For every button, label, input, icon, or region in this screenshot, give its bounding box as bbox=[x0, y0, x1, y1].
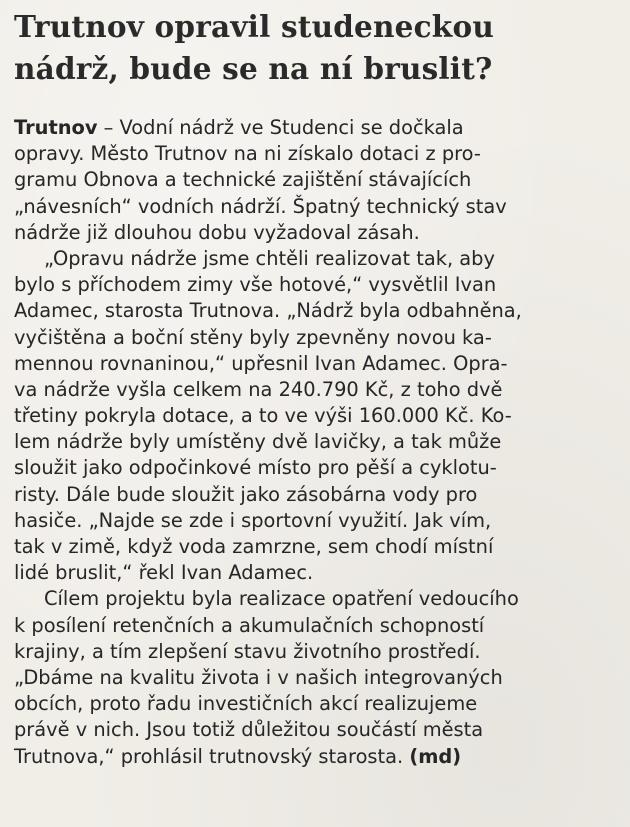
dateline: Trutnov bbox=[14, 116, 98, 139]
text-line: „Dbáme na kvalitu života i v našich integrovaných bbox=[14, 665, 503, 689]
text-line: opravy. Město Trutnov na ni získalo dotaci z pro- bbox=[14, 142, 481, 166]
headline bbox=[14, 6, 614, 90]
text-line: sloužit jako odpočinkové místo pro pěší a cyklotu- bbox=[14, 456, 497, 480]
text-line: gramu Obnova a technické zajištění stávajících bbox=[14, 168, 472, 192]
text-line: Adamec, starosta Trutnova. „Nádrž byla odbahněna, bbox=[14, 299, 522, 323]
text-line: krajiny, a tím zlepšení stavu životního prostředí. bbox=[14, 639, 481, 663]
text-line: bylo s příchodem zimy vše hotové,“ vysvětlil Ivan bbox=[14, 273, 497, 297]
text-line: risty. Dále bude sloužit jako zásobárna vody pro bbox=[14, 482, 478, 506]
text-line: tak v zimě, když voda zamrzne, sem chodí místní bbox=[14, 535, 494, 558]
headline-line: nádrž, bude se na ní bruslit? bbox=[14, 51, 493, 86]
text-line: právě v nich. Jsou totiž důležitou součástí města bbox=[14, 718, 484, 742]
text-line: va nádrže vyšla celkem na 240.790 Kč, z toho dvě bbox=[14, 377, 503, 401]
headline-line: Trutnov opravil studeneckou bbox=[14, 9, 494, 44]
text-line: hasiče. „Najde se zde i sportovní využití. Jak vím, bbox=[14, 508, 492, 532]
text-fragment: – Vodní nádrž ve Studenci se dočkala bbox=[97, 116, 464, 139]
paragraph-2 bbox=[14, 246, 620, 586]
article-body bbox=[14, 115, 620, 770]
text-line: třetiny pokryla dotace, a to ve výši 160.000 Kč. Ko- bbox=[14, 404, 512, 428]
text-line bbox=[14, 115, 620, 141]
text-line: lem nádrže byly umístěny dvě lavičky, a tak může bbox=[14, 430, 502, 454]
text-line: Cílem projektu byla realizace opatření vedoucího bbox=[44, 587, 519, 611]
text-line: „návesních“ vodních nádrží. Špatný technický stav bbox=[14, 194, 507, 218]
text-line: nádrže již dlouhou dobu vyžadoval zásah. bbox=[14, 220, 420, 244]
paragraph-3 bbox=[14, 586, 620, 769]
text-line: „Opravu nádrže jsme chtěli realizovat tak, aby bbox=[44, 246, 495, 270]
author-signature: (md) bbox=[409, 744, 462, 768]
text-line: k posílení retenčních a akumulačních schopností bbox=[14, 613, 485, 637]
text-line: lidé bruslit,“ řekl Ivan Adamec. bbox=[14, 561, 314, 585]
text-line: vyčištěna a boční stěny byly zpevněny novou ka- bbox=[14, 325, 492, 349]
paragraph-1 bbox=[14, 115, 620, 246]
text-line bbox=[14, 744, 620, 770]
text-fragment: Trutnova,“ prohlásil trutnovský starosta. bbox=[14, 744, 410, 768]
text-line: obcích, proto řadu investičních akcí realizujeme bbox=[14, 692, 478, 716]
text-line: mennou rovnaninou,“ upřesnil Ivan Adamec. Opra- bbox=[14, 351, 508, 375]
